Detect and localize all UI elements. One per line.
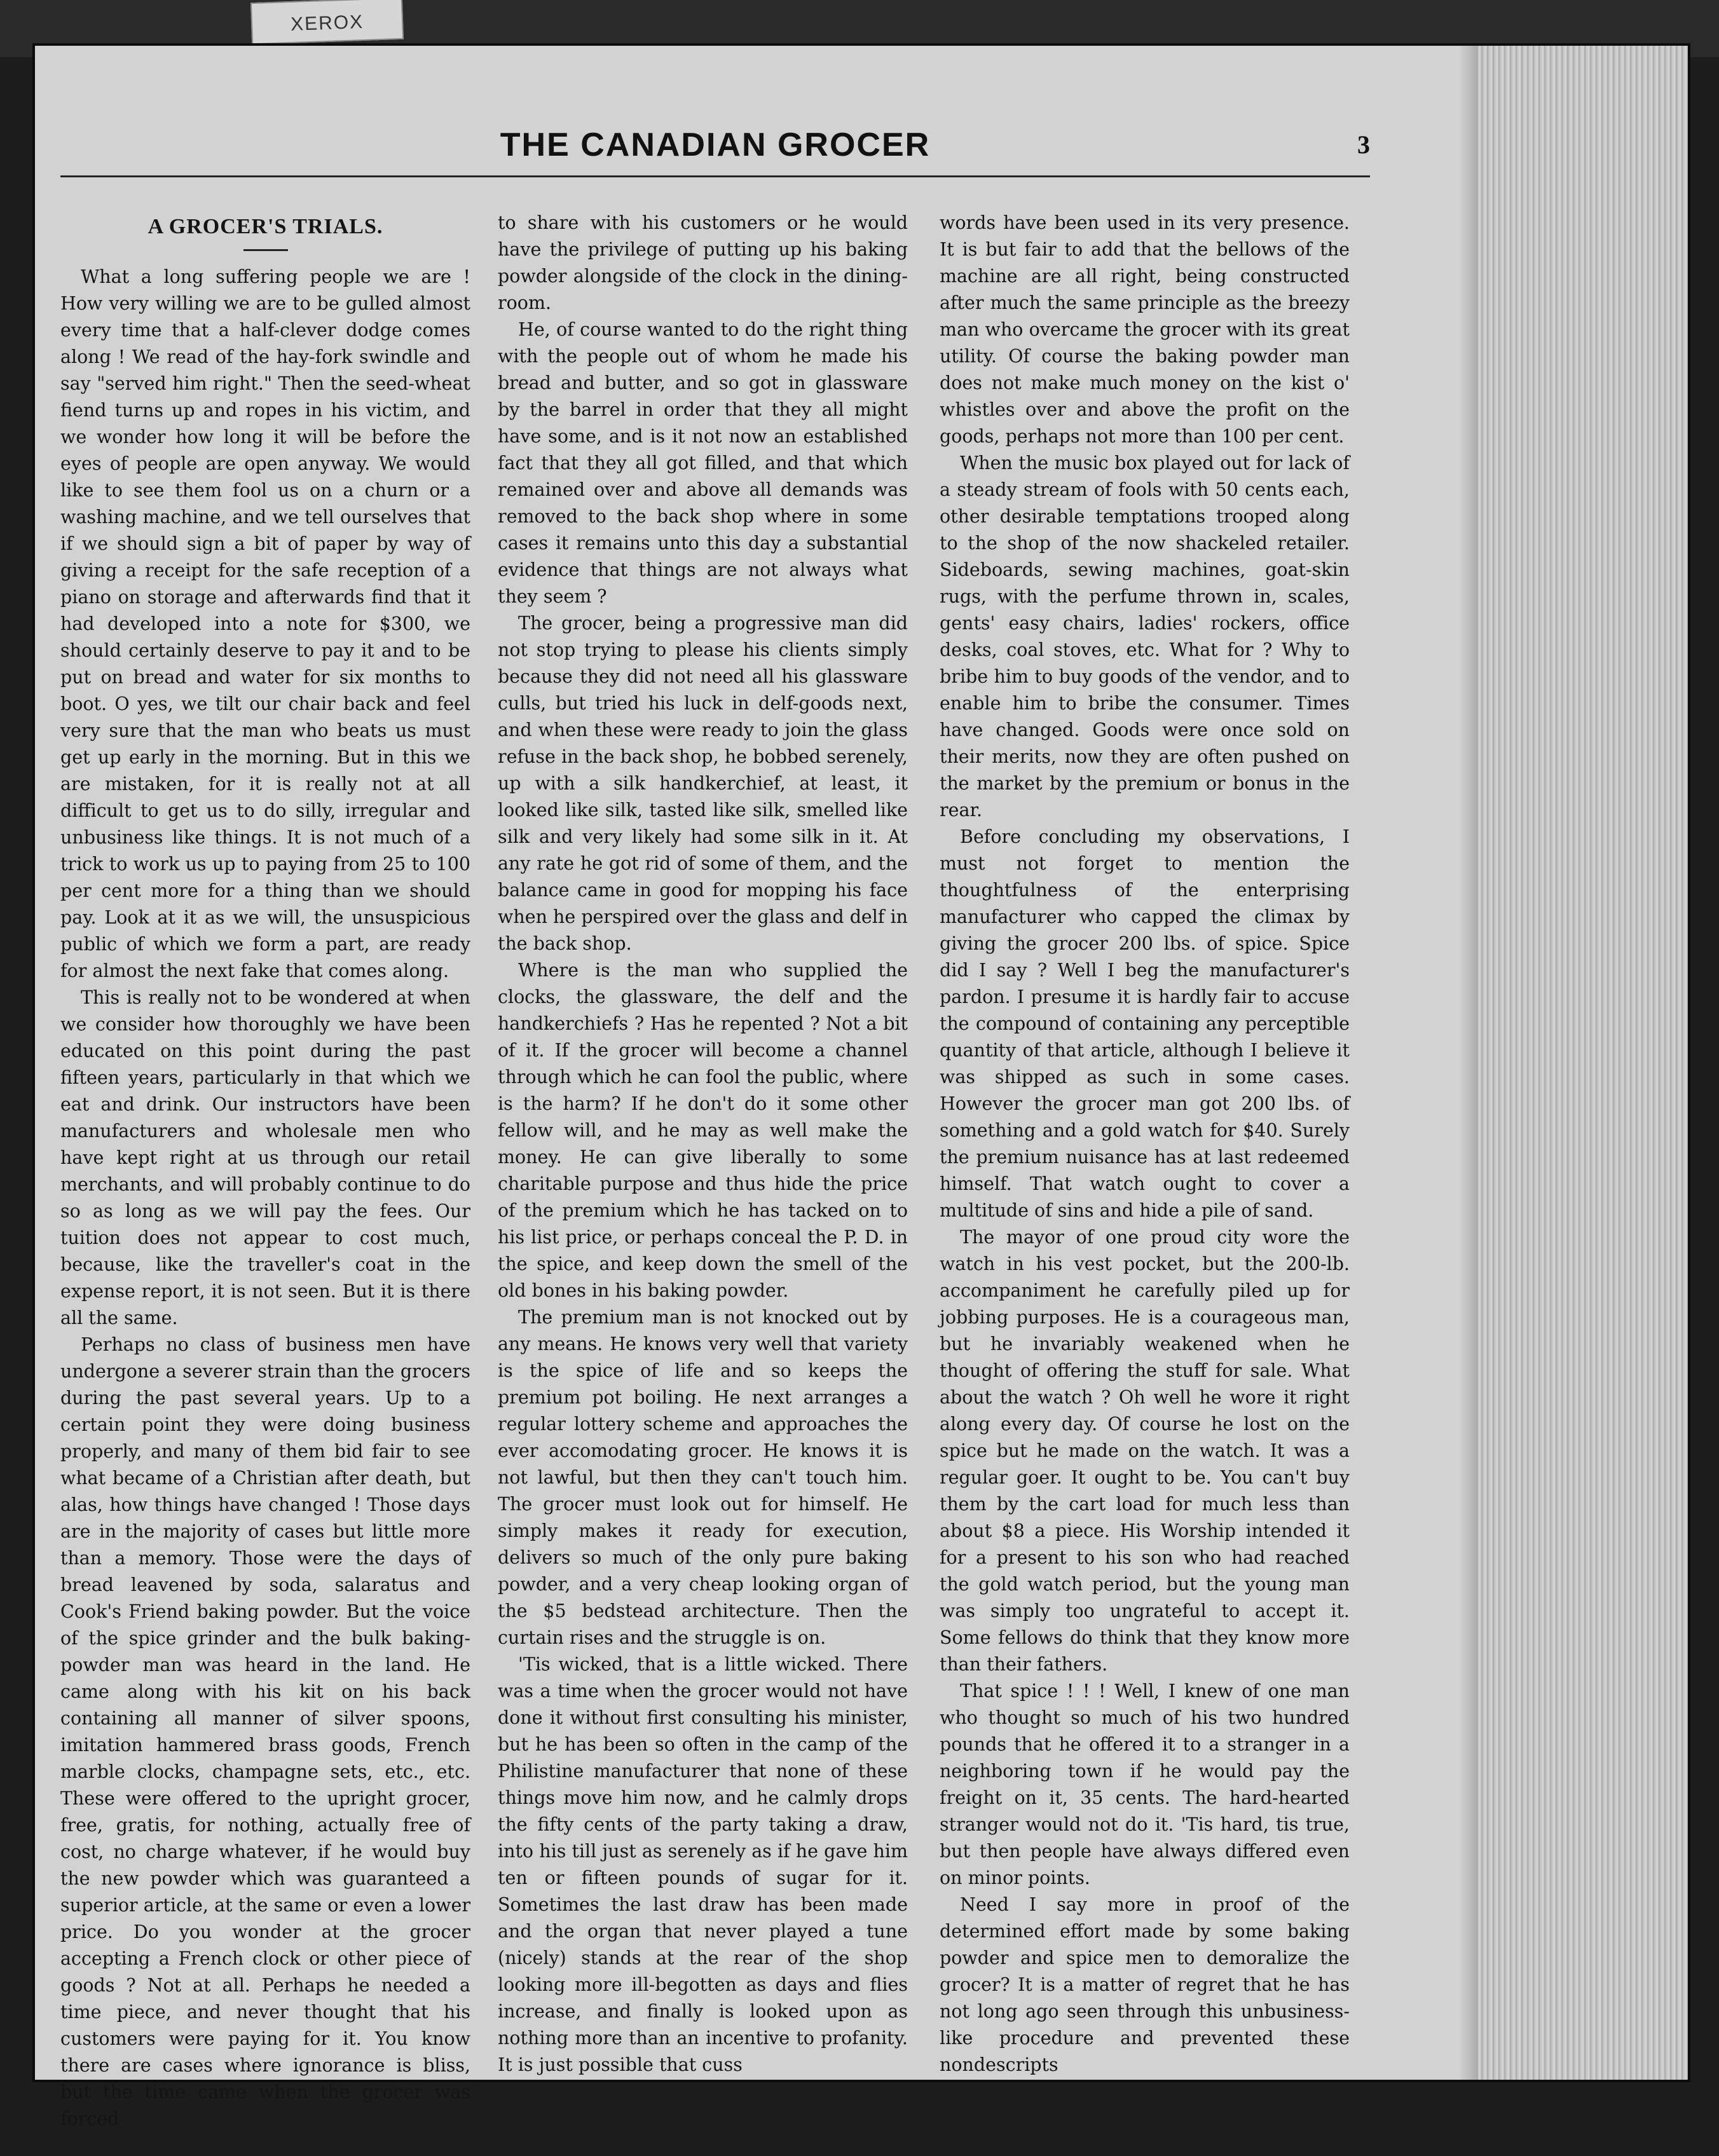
paragraph-continued: to share with his customers or he would have the privilege of putting up his baking powder alongside of the clock in the dining-room. — [498, 212, 908, 313]
page-header — [60, 93, 1370, 177]
page-number: 3 — [1357, 130, 1370, 159]
paragraph: Before concluding my observations, I must not forget to mention the thoughtfulness of the enterprising manufacturer who capped the climax by giving the grocer 200 lbs. of spice. Spice did I say ? Well I beg the manufacturer's pardon. I presume it is hardly fair to accuse the compound of containing any perceptible quantity of that article, although I believe it was shipped as such in some cases. However the grocer man got 200 lbs. of something and a gold watch for $40. Surely the premium nuisance has at last redeemed himself. That watch ought to cover a multitude of sins and hide a pile of sand. — [940, 826, 1350, 1221]
book-leaf-edges — [1478, 46, 1688, 2080]
paragraph: The premium man is not knocked out by any means. He knows very well that variety is the spice of life and so keeps the premium pot boiling. He next arranges a regular lottery scheme and approaches the ever accomodating grocer. He knows it is not lawful, but then they can't touch him. The grocer must look out for himself. He simply makes it ready for execution, delivers so much of the only pure baking powder, and a very cheap looking organ of the $5 bedstead architecture. Then the curtain rises and the struggle is on. — [498, 1307, 908, 1648]
paragraph: This is really not to be wondered at when we consider how thoroughly we have been educated on this point during the past fifteen years, particularly in that which we eat and drink. Our instructors have been manufacturers and wholesale men who have kept right at us through our retail merchants, and will probably continue to do so as long as we will pay the fees. Our tuition does not appear to cost much, because, like the traveller's coat in the expense report, it is not seen. But it is there all the same. — [60, 987, 470, 1328]
paragraph: Where is the man who supplied the clocks, the glassware, the delf and the handkerchiefs ? Has he repented ? Not a bit of it. If the grocer will become a channel through which he can fool the public, where is the harm? If he don't do it some other fellow will, and he may as well make the money. He can give liberally to some charitable purpose and thus hide the price of the premium which he has tacked on to his list price, or perhaps conceal the P. D. in the spice, and keep down the smell of the old bones in his baking powder. — [498, 960, 908, 1301]
text-column-3 — [940, 210, 1350, 2075]
paragraph: What a long suffering people we are ! How very willing we are to be gulled almost every time that a half-clever dodge comes along ! We read of the hay-fork swindle and say "served him right." Then the seed-wheat fiend turns up and ropes in his victim, and we wonder how long it will be before the eyes of people are open anyway. We would like to see them fool us on a churn or a washing machine, and we tell ourselves that if we should sign a bit of paper by way of giving a receipt for the safe reception of a piano on storage and afterwards find that it had developed into a note for $300, we should certainly deserve to pay it and to be put on bread and water for six months to boot. O yes, we tilt our chair back and feel very sure that the man who beats us must get up early in the morning. But in this we are mistaken, for it is really not at all difficult to get us to do silly, irregular and unbusiness like things. It is not much of a trick to work us up to paying from 25 to 100 per cent more for a thing than we should pay. Look at it as we will, the unsuspicious public of which we form a part, are ready for almost the next fake that comes along. — [60, 266, 470, 981]
masthead: THE CANADIAN GROCER — [500, 126, 931, 163]
text-column-1 — [60, 210, 470, 2129]
xerox-label: XEROX — [250, 0, 404, 44]
article-title: A GROCER'S TRIALS. — [147, 215, 383, 238]
paragraph: He, of course wanted to do the right thing with the people out of whom he made his bread and butter, and so got in glassware by the barrel in order that they all might have some, and is it not now an established fact that they all got filled, and that which remained over and above all demands was removed to the back shop where in some cases it remains unto this day a substantial evidence that things are not always what they seem ? — [498, 319, 908, 607]
paragraph: The grocer, being a progressive man did not stop trying to please his clients simply because they did not need all his glassware culls, but tried his luck in delf-goods next, and when these were ready to join the glass refuse in the back shop, he bobbed serenely, up with a silk handkerchief, at least, it looked like silk, tasted like silk, smelled like silk and very likely had some silk in it. At any rate he got rid of some of them, and the balance came in good for mopping his face when he perspired over the glass and delf in the back shop. — [498, 613, 908, 954]
paragraph: The mayor of one proud city wore the watch in his vest pocket, but the 200-lb. accompaniment he carefully piled up for jobbing purposes. He is a courageous man, but he invariably weakened when he thought of offering the stuff for sale. What about the watch ? Oh well he wore it right along every day. Of course he lost on the spice but he made on the watch. It was a regular goer. It ought to be. You can't buy them by the cart load for much less than about $8 a piece. His Worship intended it for a present to his son who had reached the gold watch period, but the young man was simply too ungrateful to accept it. Some fellows do think that they know more than their fathers. — [940, 1227, 1350, 1675]
title-rule — [243, 249, 288, 251]
paragraph: Perhaps no class of business men have undergone a severer strain than the grocers during the past several years. Up to a certain point they were doing business properly, and many of them bid fair to see what became of a Christian after death, but alas, how things have changed ! Those days are in the majority of cases but little more than a memory. Those were the days of bread leavened by soda, salaratus and Cook's Friend baking powder. But the voice of the spice grinder and the bulk baking-powder man was heard in the land. He came along with his kit on his back containing all manner of silver spoons, imitation hammered brass goods, French marble clocks, champagne sets, etc., etc. These were offered to the upright grocer, free, gratis, for nothing, actually free of cost, no charge whatever, if he would buy the new powder which was guaranteed a superior article, at the same or even a lower price. Do you wonder at the grocer accepting a French clock or other piece of goods ? Not at all. Perhaps he needed a time piece, and never thought that his customers were paying for it. You know there are cases where ignorance is bliss, but the time came when the grocer was forced — [60, 1334, 470, 2129]
spine-shadow — [1459, 46, 1478, 2080]
paragraph-continued: words have been used in its very presence. It is but fair to add that the bellows of the machine are all right, being constructed after much the same principle as the breezy man who overcame the grocer with its great utility. Of course the baking powder man does not make much money on the kist o' whistles over and above the profit on the goods, perhaps not more than 100 per cent. — [940, 212, 1350, 447]
paragraph: When the music box played out for lack of a steady stream of fools with 50 cents each, other desirable temptations trooped along to the shop of the now shackeled retailer. Sideboards, sewing machines, goat-skin rugs, with the perfume thrown in, scales, gents' easy chairs, ladies' rockers, office desks, coal stoves, etc. What for ? Why to bribe him to buy goods of the vendor, and to enable him to bribe the consumer. Times have changed. Goods were once sold on their merits, now they are often pushed on the market by the premium or bonus in the rear. — [940, 453, 1350, 821]
paragraph: Need I say more in proof of the determined effort made by some baking powder and spice men to demoralize the grocer? It is a matter of regret that he has not long ago seen through this unbusiness-like procedure and prevented these nondescripts — [940, 1894, 1350, 2075]
paragraph: That spice ! ! ! Well, I knew of one man who thought so much of his two hundred pounds that he offered it to a stranger in a neighboring town if he would pay the freight on it, 35 cents. The hard-hearted stranger would not do it. 'Tis hard, tis true, but then people have always differed even on minor points. — [940, 1681, 1350, 1888]
paragraph: 'Tis wicked, that is a little wicked. There was a time when the grocer would not have done it without first consulting his minister, but he has been so often in the camp of the Philistine manufacturer that none of these things move him now, and he calmly drops the fifty cents of the party taking a draw, into his till just as serenely as if he gave him ten or fifteen pounds of sugar for it. Sometimes the last draw has been made and the organ that never played a tune (nicely) stands at the rear of the shop looking more ill-begotten as days and flies increase, and finally is looked upon as nothing more than an incentive to profanity. It is just possible that cuss — [498, 1654, 908, 2075]
text-column-2 — [498, 210, 908, 2075]
